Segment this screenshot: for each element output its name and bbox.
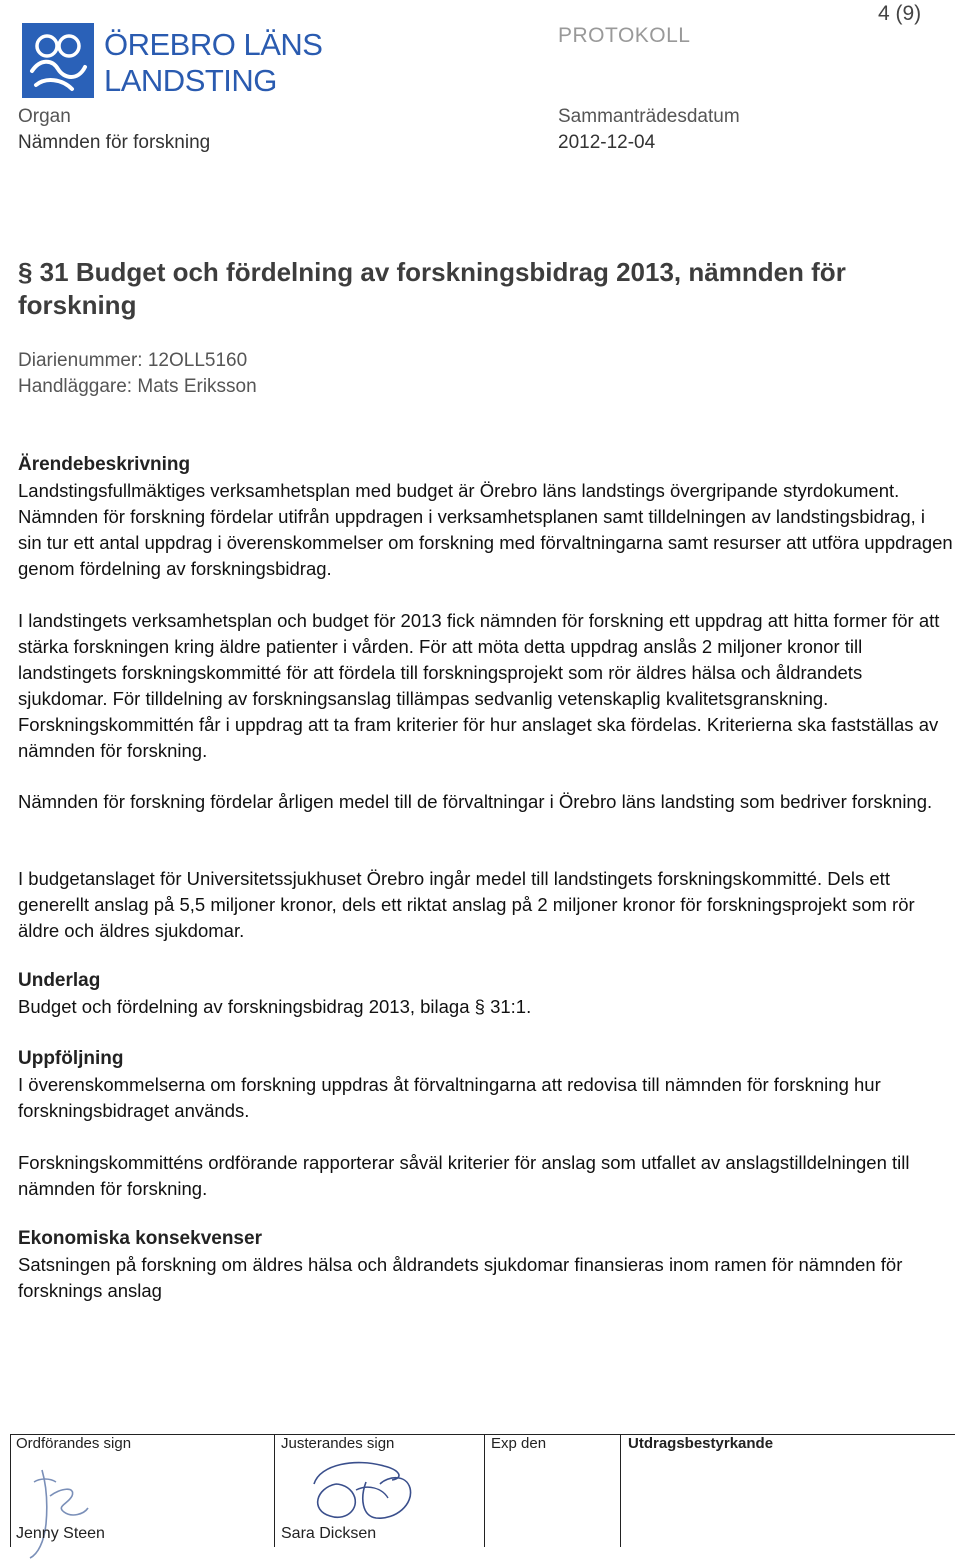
arende-paragraph-2-block [18,608,953,764]
organ-label: Organ [18,106,71,127]
org-name-line1: ÖREBRO LÄNS [104,27,323,62]
date-value: 2012-12-04 [558,132,656,153]
uppfoljning-paragraph-1: I överenskommelserna om forskning uppdras åt förvaltningarna att redovisa till nämnden för forskning hur forskningsbidraget används. [18,1074,881,1121]
org-name [104,27,322,99]
arende-paragraph-4: I budgetanslaget för Universitetssjukhuset Örebro ingår medel till landstingets forskningskommitté. Dels ett generellt anslag på 5,5 miljoner kronor, dels ett riktat anslag på 2 miljoner kronor för forskningsprojekt som rör äldre och äldres sjukdomar. [18,868,915,941]
justerande-sign-label: Justerandes sign [281,1435,395,1452]
logo-emblem-icon [22,23,94,98]
arende-paragraph-4-block [18,866,953,944]
doc-type: PROTOKOLL [558,24,691,47]
org-name-line2: LANDSTING [104,63,277,98]
justerande-name: Sara Dicksen [281,1525,377,1542]
signature-divider [10,1434,11,1547]
section-title: § 31 Budget och fördelning av forskningsbidrag 2013, nämnden för forskning [18,257,846,320]
page-number: 4 (9) [878,2,922,25]
underlag-section [18,968,953,1020]
underlag-heading: Underlag [18,970,101,991]
arende-paragraph-3-block [18,789,953,815]
exp-den-label: Exp den [491,1435,547,1452]
uppfoljning-paragraph-2-block [18,1150,953,1202]
diarienummer: Diarienummer: 12OLL5160 [18,350,248,371]
justerande-signature-icon [296,1454,436,1526]
signature-divider [274,1434,275,1547]
ekonomiska-text: Satsningen på forskning om äldres hälsa och åldrandets sjukdomar finansieras inom ramen för nämnden för forsknings anslag [18,1254,903,1301]
arende-paragraph-3: Nämnden för forskning fördelar årligen medel till de förvaltningar i Örebro läns landsting som bedriver forskning. [18,791,933,812]
signature-divider [484,1434,485,1547]
ekonomiska-heading: Ekonomiska konsekvenser [18,1228,262,1249]
arendebeskrivning-section [18,452,953,582]
arendebeskrivning-heading: Ärendebeskrivning [18,454,191,475]
ordforande-sign-label: Ordförandes sign [16,1435,132,1452]
date-label: Sammanträdesdatum [558,106,740,127]
handlaggare: Handläggare: Mats Eriksson [18,376,257,397]
signature-divider [620,1434,621,1547]
arende-paragraph-2: I landstingets verksamhetsplan och budget för 2013 fick nämnden för forskning ett uppdrag att hitta former för att stärka forskningen kring äldre patienter i vården. För att möta detta uppdrag anslås 2 miljoner kronor till landstingets forskningskommitté för att fördela till forskningsprojekt som rör äldres hälsa och åldrandets sjukdomar. För tilldelning av forskningsanslag tillämpas sedvanlig vetenskaplig kvalitetsgranskning. Forskningskommittén får i uppdrag att ta fram kriterier för hur anslaget ska fördelas. Kriterierna ska fastställas av nämnden för forskning. [18,610,940,761]
organ-value: Nämnden för forskning [18,132,211,153]
arende-paragraph-1: Landstingsfullmäktiges verksamhetsplan med budget är Örebro läns landstings övergripande styrdokument. Nämnden för forskning fördelar utifrån uppdragen i verksamhetsplanen samt tilldelningen av landstingsbidrag, i sin tur ett antal uppdrag i överenskommelser om forskning med förvaltningarna samt resurser att utföra uppdragen genom fördelning av forskningsbidrag. [18,480,953,579]
uppfoljning-paragraph-2: Forskningskommitténs ordförande rapporterar såväl kriterier för anslag som utfallet av anslagstilldelningen till nämnden för forskning. [18,1152,910,1199]
ordforande-name: Jenny Steen [16,1525,105,1542]
ordforande-signature-icon [20,1462,130,1562]
utdragsbestyrkande-label: Utdragsbestyrkande [628,1435,774,1452]
landsting-logo [22,23,94,98]
uppfoljning-section [18,1046,953,1124]
signature-table-border [10,1434,955,1435]
underlag-text: Budget och fördelning av forskningsbidrag 2013, bilaga § 31:1. [18,996,532,1017]
ekonomiska-section [18,1226,953,1304]
uppfoljning-heading: Uppföljning [18,1048,124,1069]
